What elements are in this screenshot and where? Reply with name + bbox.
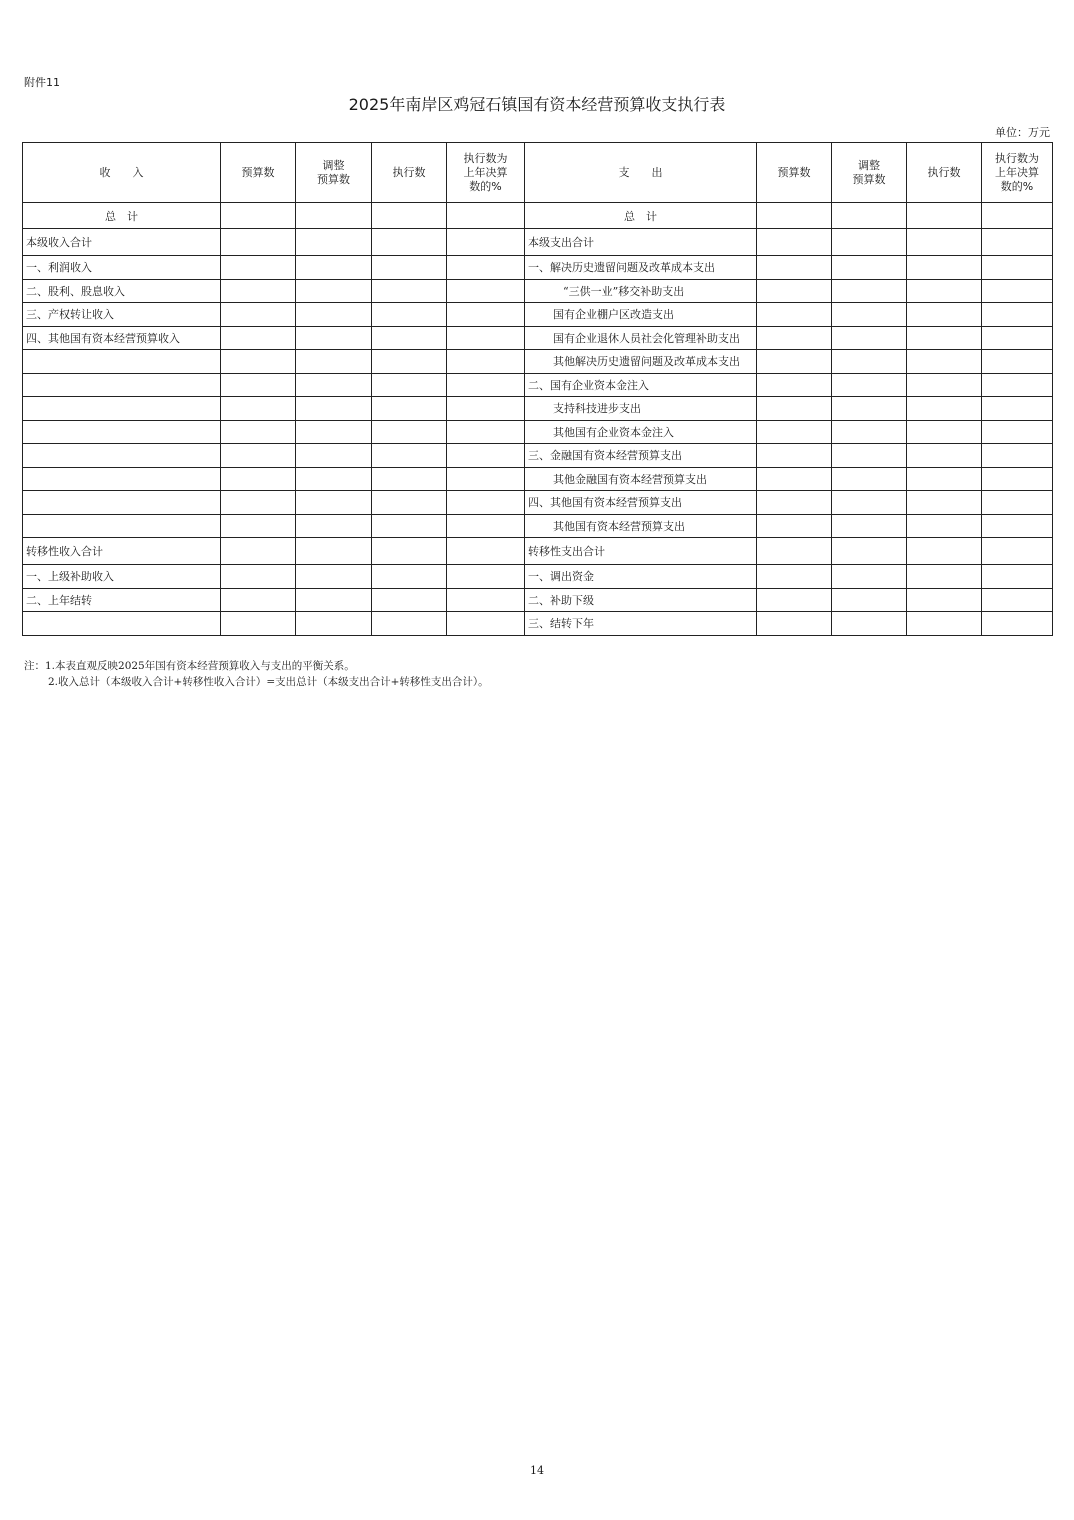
- expense-value-cell: [907, 303, 982, 327]
- unit-label: 单位：万元: [995, 126, 1050, 139]
- expense-value-cell: [757, 326, 832, 350]
- table-row: [23, 514, 1053, 538]
- expense-value-cell: [982, 256, 1053, 280]
- income-value-cell: [447, 350, 525, 374]
- expense-value-cell: [907, 467, 982, 491]
- header-ratio: 执行数为 上年决算 数的%: [447, 143, 525, 203]
- expense-value-cell: [832, 203, 907, 229]
- expense-item-cell: 转移性支出合计: [525, 538, 757, 565]
- income-value-cell: [221, 350, 296, 374]
- expense-value-cell: [982, 444, 1053, 468]
- expense-value-cell: [982, 420, 1053, 444]
- header-executed: 执行数: [372, 143, 447, 203]
- expense-item-cell: 四、其他国有资本经营预算支出: [525, 491, 757, 515]
- table-row: [23, 588, 1053, 612]
- income-item-cell: 一、上级补助收入: [23, 565, 221, 589]
- income-value-cell: [221, 203, 296, 229]
- income-value-cell: [296, 467, 372, 491]
- income-value-cell: [296, 303, 372, 327]
- expense-item-cell: 三、金融国有资本经营预算支出: [525, 444, 757, 468]
- table-row: [23, 397, 1053, 421]
- income-item-cell: [23, 612, 221, 636]
- income-value-cell: [372, 612, 447, 636]
- income-value-cell: [372, 256, 447, 280]
- income-value-cell: [296, 326, 372, 350]
- header-adjusted: 调整 预算数: [296, 143, 372, 203]
- income-value-cell: [447, 612, 525, 636]
- income-value-cell: [447, 538, 525, 565]
- table-row: [23, 279, 1053, 303]
- income-value-cell: [296, 538, 372, 565]
- table-row: [23, 303, 1053, 327]
- expense-value-cell: [757, 279, 832, 303]
- income-value-cell: [221, 326, 296, 350]
- expense-value-cell: [832, 350, 907, 374]
- expense-value-cell: [757, 256, 832, 280]
- income-value-cell: [296, 565, 372, 589]
- income-value-cell: [221, 444, 296, 468]
- expense-value-cell: [982, 203, 1053, 229]
- header-budget: 预算数: [757, 143, 832, 203]
- expense-value-cell: [757, 420, 832, 444]
- expense-value-cell: [757, 514, 832, 538]
- income-value-cell: [447, 420, 525, 444]
- income-value-cell: [296, 373, 372, 397]
- income-value-cell: [221, 397, 296, 421]
- income-value-cell: [372, 467, 447, 491]
- expense-item-cell: 其他解决历史遗留问题及改革成本支出: [525, 350, 757, 374]
- income-value-cell: [447, 491, 525, 515]
- expense-value-cell: [907, 565, 982, 589]
- table-header-row: [23, 143, 1053, 203]
- income-value-cell: [221, 303, 296, 327]
- expense-value-cell: [832, 588, 907, 612]
- income-value-cell: [447, 203, 525, 229]
- income-value-cell: [372, 350, 447, 374]
- expense-item-cell: 二、国有企业资本金注入: [525, 373, 757, 397]
- expense-value-cell: [832, 326, 907, 350]
- expense-value-cell: [982, 350, 1053, 374]
- expense-value-cell: [832, 420, 907, 444]
- expense-value-cell: [907, 373, 982, 397]
- expense-item-cell: “三供一业”移交补助支出: [525, 279, 757, 303]
- expense-value-cell: [832, 514, 907, 538]
- expense-value-cell: [757, 612, 832, 636]
- expense-value-cell: [982, 373, 1053, 397]
- income-value-cell: [372, 373, 447, 397]
- header-budget: 预算数: [221, 143, 296, 203]
- income-value-cell: [296, 256, 372, 280]
- table-row: [23, 203, 1053, 229]
- budget-table: [22, 142, 1053, 636]
- expense-value-cell: [832, 256, 907, 280]
- income-value-cell: [296, 491, 372, 515]
- income-value-cell: [372, 491, 447, 515]
- expense-value-cell: [907, 514, 982, 538]
- income-item-cell: [23, 467, 221, 491]
- expense-item-cell: 本级支出合计: [525, 229, 757, 256]
- income-value-cell: [372, 538, 447, 565]
- expense-value-cell: [757, 350, 832, 374]
- income-value-cell: [221, 514, 296, 538]
- income-value-cell: [221, 229, 296, 256]
- income-item-cell: 总 计: [23, 203, 221, 229]
- income-value-cell: [372, 397, 447, 421]
- expense-value-cell: [832, 229, 907, 256]
- income-value-cell: [296, 203, 372, 229]
- income-value-cell: [447, 326, 525, 350]
- income-value-cell: [296, 612, 372, 636]
- expense-value-cell: [832, 612, 907, 636]
- income-value-cell: [296, 514, 372, 538]
- expense-value-cell: [757, 229, 832, 256]
- expense-item-cell: 其他国有资本经营预算支出: [525, 514, 757, 538]
- expense-item-cell: 国有企业棚户区改造支出: [525, 303, 757, 327]
- expense-value-cell: [757, 203, 832, 229]
- income-value-cell: [372, 588, 447, 612]
- income-value-cell: [447, 467, 525, 491]
- expense-value-cell: [832, 565, 907, 589]
- expense-value-cell: [832, 444, 907, 468]
- expense-value-cell: [982, 397, 1053, 421]
- income-value-cell: [296, 350, 372, 374]
- expense-value-cell: [982, 229, 1053, 256]
- income-value-cell: [372, 514, 447, 538]
- expense-value-cell: [757, 373, 832, 397]
- expense-value-cell: [757, 397, 832, 421]
- header-adjusted: 调整 预算数: [832, 143, 907, 203]
- expense-value-cell: [832, 303, 907, 327]
- expense-value-cell: [757, 467, 832, 491]
- expense-item-cell: 二、补助下级: [525, 588, 757, 612]
- expense-value-cell: [982, 565, 1053, 589]
- income-value-cell: [221, 256, 296, 280]
- header-ratio: 执行数为 上年决算 数的%: [982, 143, 1053, 203]
- income-value-cell: [447, 588, 525, 612]
- income-value-cell: [372, 303, 447, 327]
- table-row: [23, 467, 1053, 491]
- table-row: [23, 444, 1053, 468]
- table-row: [23, 373, 1053, 397]
- expense-value-cell: [907, 256, 982, 280]
- expense-value-cell: [907, 538, 982, 565]
- income-value-cell: [296, 444, 372, 468]
- page-title: 2025年南岸区鸡冠石镇国有资本经营预算收支执行表: [348, 95, 726, 114]
- income-value-cell: [447, 256, 525, 280]
- expense-item-cell: 国有企业退休人员社会化管理补助支出: [525, 326, 757, 350]
- income-value-cell: [447, 229, 525, 256]
- income-value-cell: [447, 444, 525, 468]
- expense-value-cell: [907, 588, 982, 612]
- income-item-cell: 三、产权转让收入: [23, 303, 221, 327]
- header-expense: 支 出: [525, 143, 757, 203]
- income-value-cell: [447, 303, 525, 327]
- expense-value-cell: [982, 612, 1053, 636]
- income-item-cell: [23, 420, 221, 444]
- income-value-cell: [447, 397, 525, 421]
- income-item-cell: 转移性收入合计: [23, 538, 221, 565]
- table-row: [23, 612, 1053, 636]
- note-2: 2.收入总计（本级收入合计+转移性收入合计）=支出总计（本级支出合计+转移性支出合计）。: [48, 676, 489, 688]
- income-value-cell: [221, 612, 296, 636]
- expense-value-cell: [982, 279, 1053, 303]
- income-value-cell: [221, 588, 296, 612]
- income-item-cell: 二、上年结转: [23, 588, 221, 612]
- header-income: 收 入: [23, 143, 221, 203]
- expense-value-cell: [982, 303, 1053, 327]
- expense-value-cell: [907, 397, 982, 421]
- income-value-cell: [447, 279, 525, 303]
- table-row: [23, 538, 1053, 565]
- income-value-cell: [372, 229, 447, 256]
- expense-value-cell: [907, 491, 982, 515]
- income-value-cell: [221, 491, 296, 515]
- income-value-cell: [221, 538, 296, 565]
- expense-value-cell: [832, 397, 907, 421]
- expense-value-cell: [982, 538, 1053, 565]
- expense-value-cell: [832, 373, 907, 397]
- income-value-cell: [221, 373, 296, 397]
- income-item-cell: [23, 444, 221, 468]
- expense-item-cell: 一、解决历史遗留问题及改革成本支出: [525, 256, 757, 280]
- expense-value-cell: [757, 491, 832, 515]
- income-item-cell: [23, 397, 221, 421]
- expense-value-cell: [907, 279, 982, 303]
- income-value-cell: [372, 565, 447, 589]
- income-item-cell: [23, 514, 221, 538]
- expense-item-cell: 三、结转下年: [525, 612, 757, 636]
- table-row: [23, 420, 1053, 444]
- expense-value-cell: [982, 326, 1053, 350]
- income-value-cell: [296, 588, 372, 612]
- income-item-cell: 二、股利、股息收入: [23, 279, 221, 303]
- income-value-cell: [296, 397, 372, 421]
- expense-value-cell: [982, 588, 1053, 612]
- header-executed: 执行数: [907, 143, 982, 203]
- income-value-cell: [447, 565, 525, 589]
- expense-item-cell: 总 计: [525, 203, 757, 229]
- page-number: 14: [530, 1464, 544, 1477]
- expense-value-cell: [757, 538, 832, 565]
- income-value-cell: [296, 229, 372, 256]
- expense-value-cell: [832, 467, 907, 491]
- expense-value-cell: [982, 467, 1053, 491]
- expense-item-cell: 一、调出资金: [525, 565, 757, 589]
- income-item-cell: 本级收入合计: [23, 229, 221, 256]
- expense-item-cell: 其他国有企业资本金注入: [525, 420, 757, 444]
- income-value-cell: [372, 203, 447, 229]
- expense-value-cell: [982, 491, 1053, 515]
- table-row: [23, 326, 1053, 350]
- income-item-cell: 一、利润收入: [23, 256, 221, 280]
- expense-value-cell: [907, 326, 982, 350]
- table-row: [23, 256, 1053, 280]
- expense-value-cell: [757, 588, 832, 612]
- attachment-label: 附件11: [24, 76, 60, 89]
- income-value-cell: [296, 279, 372, 303]
- note-1: 注：1.本表直观反映2025年国有资本经营预算收入与支出的平衡关系。: [24, 660, 355, 672]
- expense-value-cell: [757, 444, 832, 468]
- income-value-cell: [372, 326, 447, 350]
- income-value-cell: [296, 420, 372, 444]
- income-item-cell: [23, 491, 221, 515]
- expense-value-cell: [907, 229, 982, 256]
- expense-value-cell: [832, 491, 907, 515]
- table-row: [23, 565, 1053, 589]
- income-value-cell: [221, 467, 296, 491]
- expense-item-cell: 其他金融国有资本经营预算支出: [525, 467, 757, 491]
- expense-value-cell: [907, 203, 982, 229]
- expense-value-cell: [982, 514, 1053, 538]
- expense-value-cell: [832, 279, 907, 303]
- expense-value-cell: [907, 420, 982, 444]
- expense-item-cell: 支持科技进步支出: [525, 397, 757, 421]
- table-row: [23, 491, 1053, 515]
- notes: [24, 658, 489, 690]
- table-row: [23, 229, 1053, 256]
- income-value-cell: [372, 279, 447, 303]
- table-row: [23, 350, 1053, 374]
- expense-value-cell: [907, 612, 982, 636]
- income-value-cell: [221, 565, 296, 589]
- income-value-cell: [221, 420, 296, 444]
- income-value-cell: [372, 444, 447, 468]
- expense-value-cell: [832, 538, 907, 565]
- income-item-cell: [23, 373, 221, 397]
- income-value-cell: [447, 514, 525, 538]
- expense-value-cell: [757, 303, 832, 327]
- expense-value-cell: [907, 350, 982, 374]
- expense-value-cell: [757, 565, 832, 589]
- income-item-cell: [23, 350, 221, 374]
- income-value-cell: [372, 420, 447, 444]
- income-item-cell: 四、其他国有资本经营预算收入: [23, 326, 221, 350]
- income-value-cell: [447, 373, 525, 397]
- expense-value-cell: [907, 444, 982, 468]
- income-value-cell: [221, 279, 296, 303]
